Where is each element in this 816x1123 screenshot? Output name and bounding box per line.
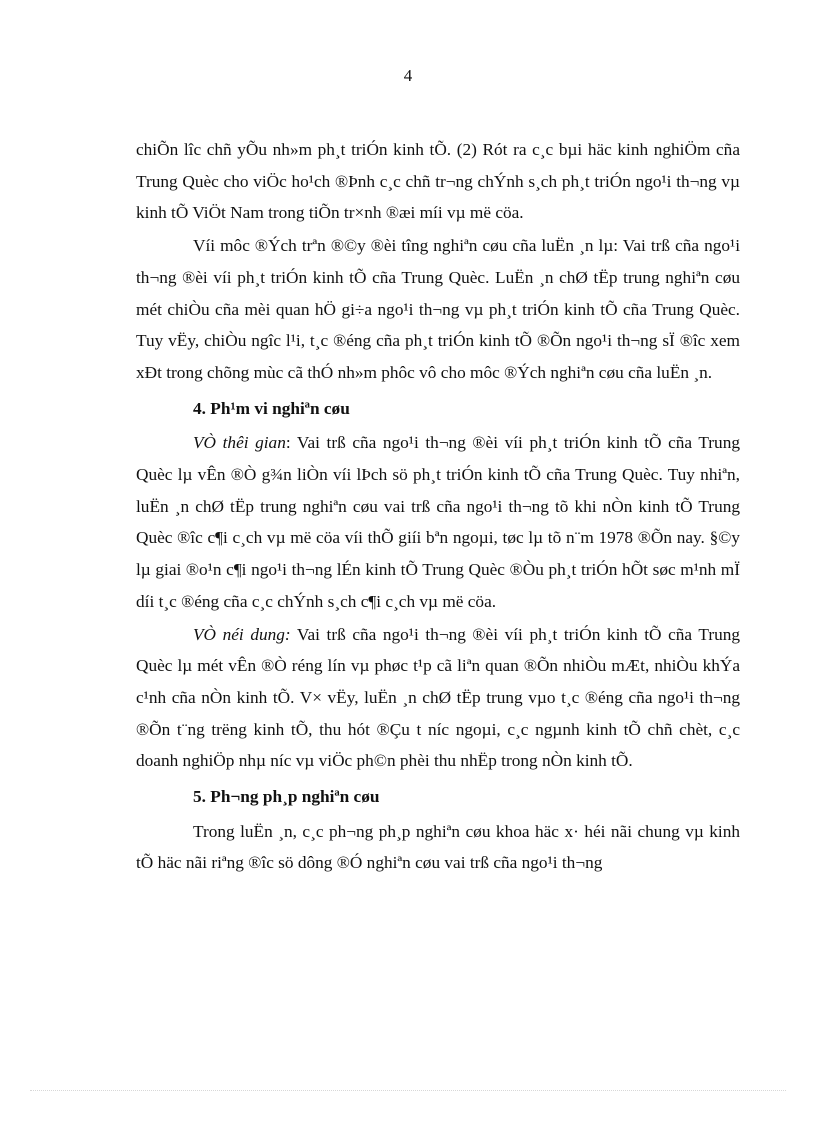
scope-time-body: : Vai trß cña ngo¹i th¬ng ®èi víi ph¸t triÓn kinh tÕ cña Trung Quèc lµ vÊn ®Ò g¾n liÒn víi lÞch sö ph¸t triÓn kinh tÕ cña Trung Quèc. Tuy nhiªn, luËn ¸n chØ tËp trung nghiªn cøu vai trß cña ngo¹i th¬ng tõ khi nÒn kinh tÕ Trung Quèc ®îc c¶i c¸ch vµ më cöa víi thÕ giíi bªn ngoµi, tøc lµ tõ n¨m 1978 ®Õn nay. §©y lµ giai ®o¹n c¶i ngo¹i th¬ng lÉn kinh tÕ Trung Quèc ®Òu ph¸t triÓn hÕt søc m¹nh mÏ díi t¸c ®éng cña c¸c chÝnh s¸ch c¶i c¸ch vµ më cöa. <box>136 433 740 611</box>
document-body <box>136 134 740 879</box>
paragraph-scope-time <box>136 427 740 617</box>
scope-content-lead: VÒ néi dung: <box>193 624 291 644</box>
heading-research-scope: 4. Ph¹m vi nghiªn cøu <box>193 398 350 418</box>
paragraph-objectives-end: chiÕn lîc chñ yÕu nh»m ph¸t triÓn kinh tÕ. (2) Rót ra c¸c bµi häc kinh nghiÖm cña Trung Quèc cho viÖc ho¹ch ®Þnh c¸c chñ tr¬ng chÝnh s¸ch ph¸t triÓn ngo¹i th¬ng vµ kinh tÕ ViÖt Nam trong tiÕn tr×nh ®æi míi vµ më cöa. <box>136 140 740 223</box>
page-number: 4 <box>403 66 413 85</box>
scope-content-body: Vai trß cña ngo¹i th¬ng ®èi víi ph¸t triÓn kinh tÕ cña Trung Quèc lµ mét vÊn ®Ò réng lín vµ phøc t¹p cã liªn quan ®Õn nhiÒu mÆt, nhiÒu khÝa c¹nh cña nÒn kinh tÕ. V× vËy, luËn ¸n chØ tËp trung vµo t¸c ®éng cña ngo¹i th¬ng ®Õn t¨ng trëng kinh tÕ, thu hót ®Çu t níc ngoµi, c¸c ngµnh kinh tÕ chñ chèt, c¸c doanh nghiÖp nhµ níc vµ viÖc ph©n phèi thu nhËp trong nÒn kinh tÕ. <box>136 624 740 771</box>
scope-time-lead: VÒ thêi gian <box>193 433 286 453</box>
page-bottom-divider <box>30 1090 786 1091</box>
paragraph-research-method: Trong luËn ¸n, c¸c ph¬ng ph¸p nghiªn cøu khoa häc x· héi nãi chung vµ kinh tÕ häc nãi riªng ®îc sö dông ®Ó nghiªn cøu vai trß cña ngo¹i th¬ng <box>136 821 740 873</box>
paragraph-research-object: Víi môc ®Ých trªn ®©y ®èi tîng nghiªn cøu cña luËn ¸n lµ: Vai trß cña ngo¹i th¬ng ®èi víi ph¸t triÓn kinh tÕ cña Trung Quèc. LuËn ¸n chØ tËp trung nghiªn cøu mét chiÒu cña mèi quan hÖ gi÷a ngo¹i th¬ng vµ ph¸t triÓn kinh tÕ cña Trung Quèc. Tuy vËy, chiÒu ngîc l¹i, t¸c ®éng cña ph¸t triÓn kinh tÕ ®Õn ngo¹i th¬ng sÏ ®îc xem xÐt trong chõng mùc cã thÓ nh»m phôc vô cho môc ®Ých nghiªn cøu cña luËn ¸n. <box>136 236 740 382</box>
paragraph-scope-content <box>136 619 740 778</box>
heading-research-method: 5. Ph¬ng ph¸p nghiªn cøu <box>193 787 380 807</box>
